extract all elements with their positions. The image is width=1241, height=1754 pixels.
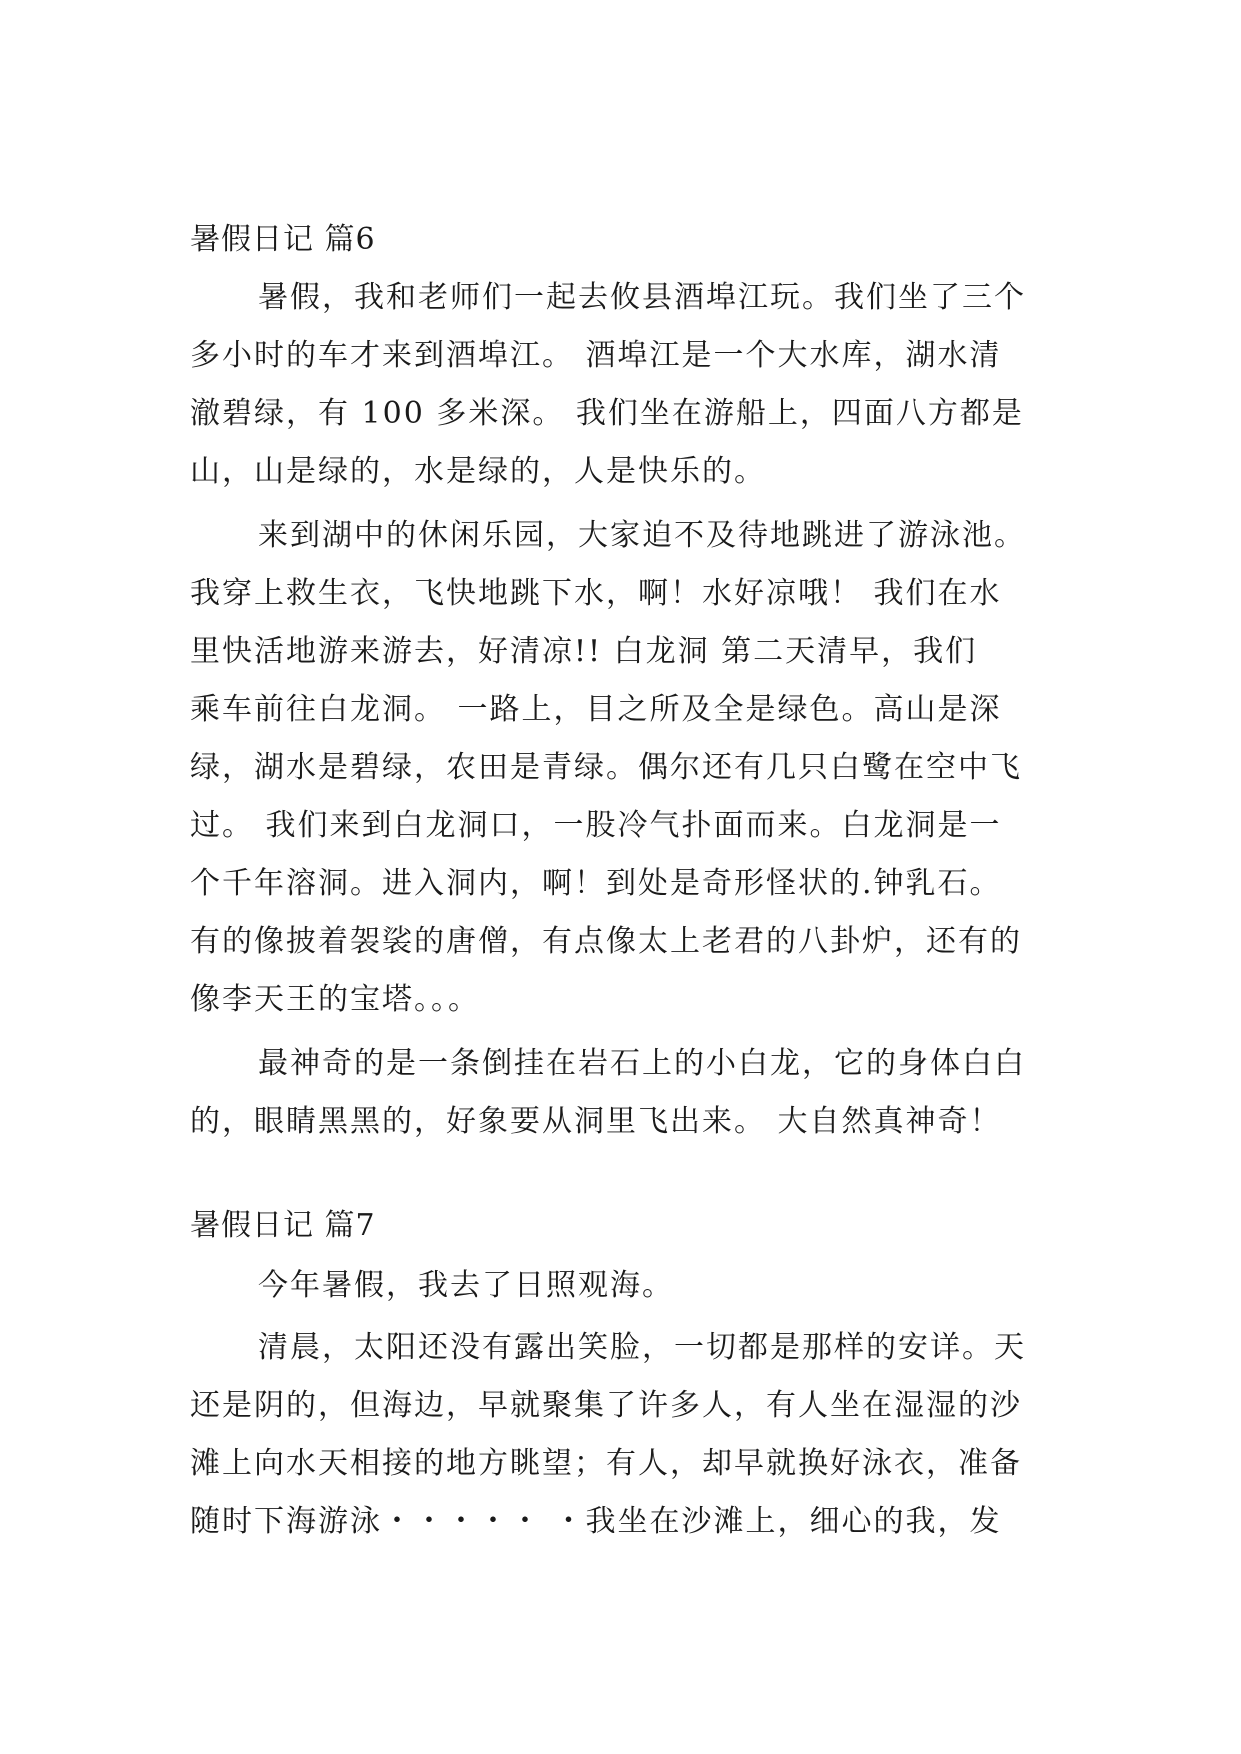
paragraph-line: 山，山是绿的，水是绿的，人是快乐的。 [190,454,766,489]
paragraph-line: 清晨，太阳还没有露出笑脸，一切都是那样的安详。天 [258,1330,1026,1365]
section-title: 暑假日记 篇7 [190,1208,376,1243]
paragraph-line: 随时下海游泳・・・・・ ・我坐在沙滩上，细心的我，发 [190,1504,1002,1539]
paragraph-line: 最神奇的是一条倒挂在岩石上的小白龙，它的身体白白 [258,1046,1026,1081]
paragraph-line: 今年暑假，我去了日照观海。 [258,1268,674,1303]
paragraph-line: 来到湖中的休闲乐园，大家迫不及待地跳进了游泳池。 [258,518,1026,553]
section-title: 暑假日记 篇6 [190,222,376,257]
paragraph-line: 像李天王的宝塔。。。 [190,982,480,1017]
paragraph-line: 滩上向水天相接的地方眺望；有人，却早就换好泳衣，准备 [190,1446,1022,1481]
paragraph-line: 过。 我们来到白龙洞口，一股冷气扑面而来。白龙洞是一 [190,808,1002,843]
paragraph-line: 暑假，我和老师们一起去攸县酒埠江玩。我们坐了三个 [258,280,1026,315]
paragraph-line: 绿，湖水是碧绿，农田是青绿。偶尔还有几只白鹭在空中飞 [190,750,1022,785]
paragraph-line: 我穿上救生衣，飞快地跳下水，啊！水好凉哦！ 我们在水 [190,576,1002,611]
paragraph-line: 个千年溶洞。进入洞内，啊！到处是奇形怪状的.钟乳石。 [190,866,1002,901]
paragraph-line: 多小时的车才来到酒埠江。 酒埠江是一个大水库，湖水清 [190,338,1002,373]
paragraph-line: 有的像披着袈裟的唐僧，有点像太上老君的八卦炉，还有的 [190,924,1022,959]
paragraph-line: 还是阴的，但海边，早就聚集了许多人，有人坐在湿湿的沙 [190,1388,1022,1423]
paragraph-line: 乘车前往白龙洞。 一路上，目之所及全是绿色。高山是深 [190,692,1002,727]
paragraph-line: 的，眼睛黑黑的，好象要从洞里飞出来。 大自然真神奇！ [190,1104,1002,1139]
paragraph-line: 里快活地游来游去，好清凉!! 白龙洞 第二天清早，我们 [190,634,978,669]
paragraph-line: 澈碧绿，有 100 多米深。 我们坐在游船上，四面八方都是 [190,396,1024,431]
